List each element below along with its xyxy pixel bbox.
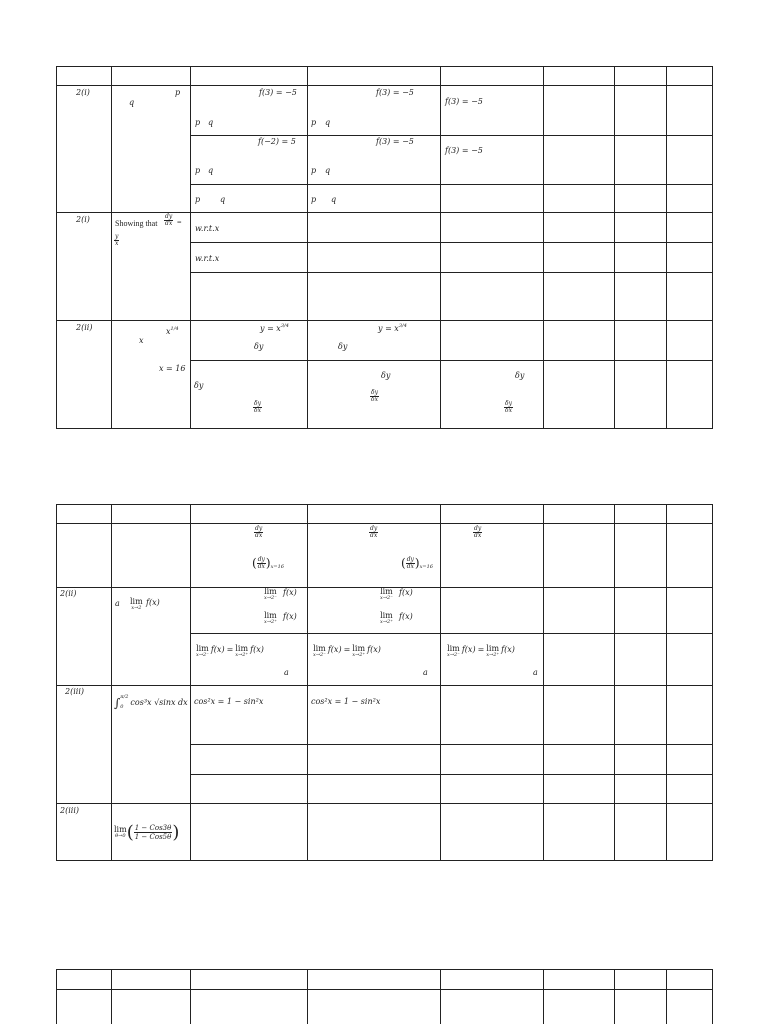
fraction-numerator: dy [165, 213, 173, 220]
y-over-x-fraction [114, 234, 119, 247]
lim-text: lim [380, 587, 393, 596]
var-p: p [195, 166, 201, 175]
dy-dx-fraction [473, 526, 482, 539]
f-of-x: f(x) [501, 645, 515, 654]
fraction-numerator: dy [406, 556, 414, 563]
theta-fraction [134, 824, 173, 841]
paren-open: ( [126, 822, 134, 843]
question-label: 2(ii) [76, 323, 93, 332]
lim-text: lim [235, 644, 249, 653]
var-q: q [208, 166, 214, 175]
f3-value: f(3) = −5 [259, 88, 297, 97]
var-p: p [195, 118, 201, 127]
y-equals-x34 [378, 322, 407, 333]
question-label: 2(iii) [65, 687, 85, 696]
f-of-x: f(x) [250, 645, 264, 654]
cos-identity: cos²x = 1 − sin²x [311, 697, 381, 706]
left-limit [196, 645, 209, 658]
lim-subscript: x→2⁻ [264, 595, 277, 601]
fraction-denominator: 1 − Cos5θ [134, 833, 172, 841]
right-limit [380, 612, 393, 625]
fraction-numerator: dy [255, 525, 263, 532]
base-x: x [166, 327, 171, 336]
fraction-denominator: x [115, 240, 119, 247]
var-q: q [325, 118, 331, 127]
left-limit [313, 645, 326, 658]
dy-dx-evaluated [252, 556, 284, 570]
wrt-x-text: w.r.t.x [195, 254, 220, 263]
paren-close: ) [265, 556, 271, 570]
lower-limit: 0 [120, 704, 124, 710]
left-limit [447, 645, 460, 658]
delta-y: δy [338, 342, 348, 351]
fraction-numerator: dy [370, 525, 378, 532]
lim-text: lim [380, 611, 393, 620]
dy-dx-fraction [254, 526, 263, 539]
var-p: p [311, 166, 317, 175]
var-a: a [423, 668, 428, 677]
var-p: p [311, 118, 317, 127]
evaluation-subscript: x=16 [270, 564, 284, 570]
y-eq-text: y = x [378, 324, 399, 333]
equals-sign: = [177, 218, 182, 227]
question-label: 2(ii) [60, 589, 77, 598]
lim-text: lim [196, 644, 209, 653]
question-label: 2(iii) [60, 806, 80, 815]
integral-sign: ∫ [114, 695, 121, 710]
f3-value: f(3) = −5 [376, 88, 414, 97]
fraction-numerator: dy [257, 556, 265, 563]
showing-that-text: Showing that [115, 219, 158, 228]
lim-text: lim [130, 597, 143, 606]
paren-close: ) [414, 556, 420, 570]
f-of-x: f(x) [283, 612, 297, 621]
exponent-num: 1 [170, 326, 174, 332]
limit-equality [447, 645, 515, 658]
right-limit [235, 645, 248, 658]
var-q: q [208, 118, 214, 127]
right-limit [352, 645, 365, 658]
integrand: cos³x √sinx dx [130, 698, 188, 707]
right-limit [264, 612, 277, 625]
limit-operator [130, 598, 143, 611]
dy-dx-fraction [406, 557, 415, 570]
lim-subscript: x→2⁻ [380, 595, 393, 601]
lim-text: lim [313, 644, 326, 653]
evaluation-subscript: x=16 [419, 564, 433, 570]
y-eq-text: y = x [260, 324, 281, 333]
dy-dx-evaluated [401, 556, 433, 570]
equals-sign: = [343, 645, 351, 654]
wrt-x-text: w.r.t.x [195, 224, 220, 233]
var-p: p [175, 88, 181, 97]
var-q: q [325, 166, 331, 175]
lim-subscript: x→2⁺ [264, 619, 277, 625]
delta-y-over-delta-x [504, 401, 513, 414]
lim-text: lim [114, 825, 127, 834]
equals-sign: = [477, 645, 485, 654]
paren-close: ) [172, 822, 180, 843]
fraction-denominator: dx [406, 563, 414, 570]
var-x: x [139, 336, 144, 345]
f-of-x: f(x) [367, 645, 381, 654]
fraction-denominator: dx [165, 220, 173, 227]
paren-open: ( [252, 556, 257, 570]
var-a: a [284, 668, 289, 677]
var-q: q [129, 98, 135, 107]
limit-operator [114, 826, 127, 839]
f-of-x: f(x) [327, 645, 342, 654]
fraction-denominator: dx [255, 532, 263, 539]
f-neg2-value: f(−2) = 5 [258, 137, 296, 146]
integral-expression [114, 695, 188, 710]
lim-subscript: x→2 [131, 605, 142, 611]
fraction-numerator: dy [474, 525, 482, 532]
f3-value: f(3) = −5 [376, 137, 414, 146]
fraction-numerator: δy [371, 389, 379, 396]
f-of-x: f(x) [146, 598, 160, 607]
lim-text: lim [352, 644, 366, 653]
left-limit [380, 588, 393, 601]
f-of-x: f(x) [461, 645, 476, 654]
delta-y: δy [254, 342, 264, 351]
f-of-x: f(x) [210, 645, 225, 654]
fraction-denominator: dx [257, 563, 265, 570]
f3-value: f(3) = −5 [445, 97, 483, 106]
delta-y: δy [194, 381, 204, 390]
fraction-numerator: y [115, 233, 119, 240]
lim-subscript: x→2⁻ [447, 652, 460, 658]
fraction-numerator: δy [254, 400, 262, 407]
lim-subscript: x→2⁺ [486, 652, 500, 658]
exponent: 1/4 [170, 326, 179, 332]
exponent-den: 4 [175, 326, 179, 332]
right-limit [486, 645, 499, 658]
left-limit [264, 588, 277, 601]
lim-subscript: x→2⁻ [196, 652, 209, 658]
fraction-denominator: δx [371, 396, 378, 403]
lim-subscript: x→2⁺ [235, 652, 249, 658]
integral-limits [120, 695, 128, 710]
dy-dx-fraction [164, 214, 173, 227]
fraction-denominator: dx [474, 532, 482, 539]
delta-y: δy [515, 371, 525, 380]
equals-sign: = [226, 645, 234, 654]
delta-y-over-delta-x [253, 401, 262, 414]
lim-subscript: x→2⁻ [313, 652, 326, 658]
dy-dx-fraction [369, 526, 378, 539]
question-label: 2(i) [76, 215, 90, 224]
var-a: a [533, 668, 538, 677]
lim-text: lim [264, 587, 277, 596]
var-a: a [115, 599, 120, 608]
lim-subscript: θ→0 [115, 833, 126, 839]
lim-subscript: x→2⁺ [352, 652, 366, 658]
exponent: 3/4 [280, 323, 289, 329]
delta-y-over-delta-x [370, 390, 379, 403]
delta-y: δy [381, 371, 391, 380]
lim-text: lim [447, 644, 460, 653]
f3-value: f(3) = −5 [445, 146, 483, 155]
lim-text: lim [264, 611, 277, 620]
limit-equality [196, 645, 264, 658]
upper-limit: π/2 [120, 694, 129, 700]
fraction-numerator: 1 − Cos3θ [134, 824, 172, 832]
exponent: 3/4 [398, 323, 407, 329]
var-q: q [331, 195, 337, 204]
question-label: 2(i) [76, 88, 90, 97]
lim-text: lim [486, 644, 500, 653]
theta-limit-expression [114, 822, 179, 843]
x-equals-16: x = 16 [159, 364, 186, 373]
y-equals-x34 [260, 322, 289, 333]
paren-open: ( [401, 556, 406, 570]
lim-subscript: x→2⁺ [380, 619, 393, 625]
dy-dx-fraction [257, 557, 266, 570]
f-of-x: f(x) [399, 612, 413, 621]
f-of-x: f(x) [399, 588, 413, 597]
var-p: p [311, 195, 317, 204]
fraction-numerator: δy [505, 400, 513, 407]
fraction-denominator: dx [370, 532, 378, 539]
cos-identity: cos²x = 1 − sin²x [194, 697, 264, 706]
fraction-denominator: δx [254, 407, 261, 414]
fraction-denominator: δx [505, 407, 512, 414]
var-q: q [220, 195, 226, 204]
x-power-expression [166, 325, 179, 336]
limit-equality [313, 645, 381, 658]
var-p: p [195, 195, 201, 204]
f-of-x: f(x) [283, 588, 297, 597]
